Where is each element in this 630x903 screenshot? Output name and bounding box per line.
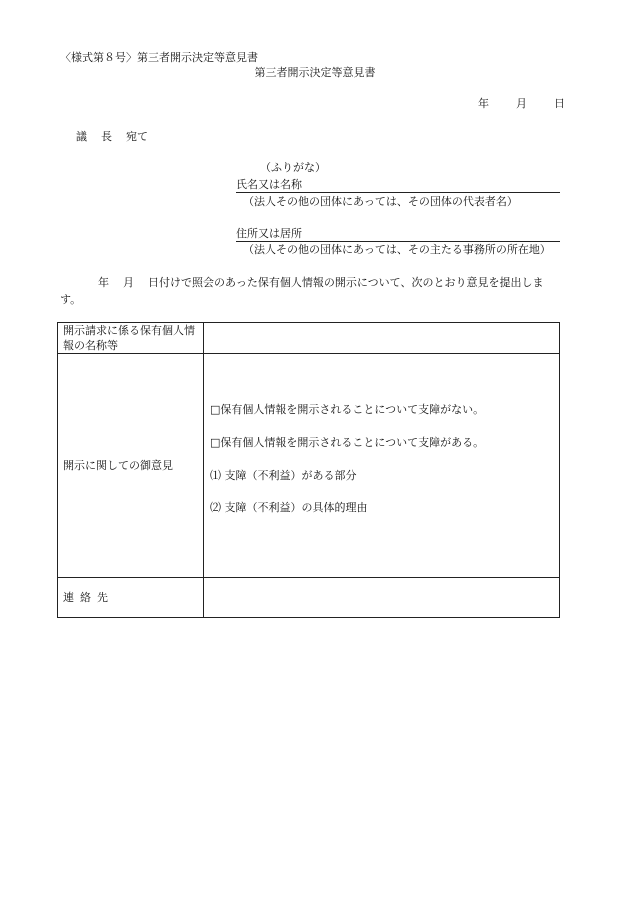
table-row <box>58 578 560 618</box>
address-label: 住所又は居所 <box>236 227 302 240</box>
contact-char-2: 絡 <box>80 591 91 604</box>
date-month-label: 月 <box>516 97 527 110</box>
statement-month: 月 <box>123 276 134 289</box>
addressee-char-1: 議 <box>76 130 87 143</box>
contact-char-3: 先 <box>97 591 108 604</box>
addressee <box>76 130 148 144</box>
option-has-issue[interactable]: □保有個人情報を開示されることについて支障がある。 <box>210 436 485 449</box>
document-title: 第三者開示決定等意見書 <box>254 66 376 79</box>
statement-year: 年 <box>98 276 109 289</box>
contact-label <box>58 578 204 618</box>
statement-paragraph <box>60 274 560 308</box>
furigana-label: （ふりがな） <box>260 161 326 174</box>
statement-text: 日付けで照会のあった保有個人情報の開示について、次のとおり意見を提出します。 <box>60 276 544 306</box>
issue-part-item: ⑴ 支障（不利益）がある部分 <box>210 469 357 482</box>
addressee-char-2: 長 <box>101 130 112 143</box>
disclosure-info-label: 開示請求に係る保有個人情報の名称等 <box>58 323 204 354</box>
address-note: （法人その他の団体にあっては、その主たる事務所の所在地） <box>243 243 551 256</box>
name-underline <box>236 192 560 193</box>
opinion-field <box>204 354 560 578</box>
form-number-label: 〈様式第８号〉第三者開示決定等意見書 <box>60 51 258 64</box>
date-day-label: 日 <box>554 97 565 110</box>
issue-reason-item: ⑵ 支障（不利益）の具体的理由 <box>210 501 368 514</box>
table-row <box>58 323 560 354</box>
contact-char-1: 連 <box>63 591 74 604</box>
option-no-issue[interactable]: □保有個人情報を開示されることについて支障がない。 <box>210 403 485 416</box>
contact-field[interactable] <box>204 578 560 618</box>
address-underline <box>236 241 560 242</box>
opinion-form-table <box>57 322 560 618</box>
date-line <box>478 97 565 111</box>
date-year-label: 年 <box>478 97 489 110</box>
disclosure-info-field[interactable] <box>204 323 560 354</box>
name-note: （法人その他の団体にあっては、その団体の代表者名） <box>243 195 518 208</box>
opinion-label: 開示に関しての御意見 <box>58 354 204 578</box>
table-row <box>58 354 560 578</box>
name-label: 氏名又は名称 <box>236 178 302 191</box>
addressee-suffix: 宛て <box>126 130 148 143</box>
